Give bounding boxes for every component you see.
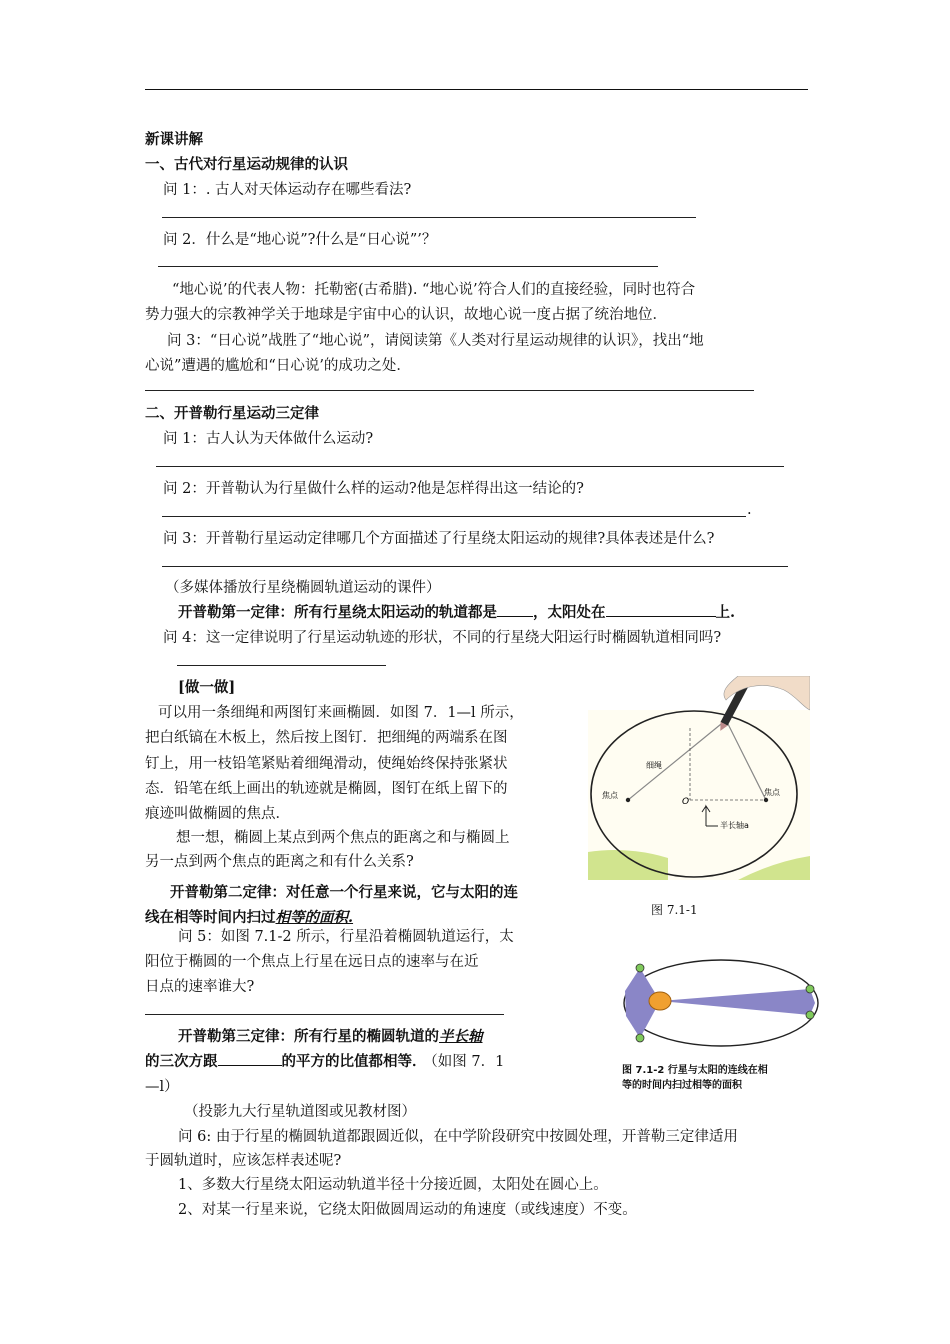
do-it-heading: [做一做]	[178, 679, 236, 696]
law1-text	[178, 601, 735, 622]
answer-blank[interactable]	[177, 665, 386, 666]
figure-7-1-1	[588, 676, 810, 880]
think-line-2: 另一点到两个焦点的距离之和有什么关系?	[145, 854, 414, 870]
part1-q1: 问 1：. 古人对天体运动存在哪些看法?	[163, 182, 412, 198]
answer-blank[interactable]	[158, 266, 658, 267]
law2-underlined: 相等的面积.	[275, 909, 354, 926]
law3-semi-major: 半长轴	[439, 1028, 483, 1045]
part2-q4: 问 4：这一定律说明了行星运动轨迹的形状，不同的行星绕大阳运行时椭圆轨道相同吗?	[163, 630, 722, 646]
law3-part-a: 开普勒第三定律：所有行星的椭圆轨道的	[178, 1028, 439, 1045]
answer-blank[interactable]	[145, 1014, 504, 1015]
do-line-4: 态．铅笔在纸上画出的轨迹就是椭圆，图钉在纸上留下的	[145, 781, 508, 797]
label-focus-right: 焦点	[764, 788, 780, 797]
part1-q3-line2: 心说”遭遇的尴尬和“日心说’的成功之处．	[145, 358, 411, 374]
answer-blank[interactable]	[156, 466, 784, 467]
law3-part-e: （如图 7．1	[430, 1054, 505, 1070]
figure-7-1-1-caption: 图 7.1-1	[651, 903, 698, 917]
part1-heading: 一、古代对行星运动规律的认识	[145, 156, 348, 173]
part1-q3-line1: 问 3：“日心说”战胜了“地心说”，请阅读第《人类对行星运动规律的认识》，找出“地	[167, 333, 704, 349]
law3-part-d: 的平方的比值都相等．	[281, 1053, 427, 1070]
caption-line-2: 等的时间内扫过相等的面积	[622, 1080, 742, 1091]
law2-part-a: 线在相等时间内扫过	[145, 909, 276, 926]
law3-line-2	[145, 1050, 504, 1071]
figure-7-1-2	[617, 955, 824, 1055]
answer-blank[interactable]	[162, 217, 696, 218]
part2-heading: 二、开普勒行星运动三定律	[145, 405, 319, 422]
do-line-2: 把白纸镐在木板上，然后按上图钉．把细绳的两端系在图	[145, 730, 508, 746]
multimedia-note: （多媒体播放行星绕椭圆轨道运动的课件）	[165, 580, 441, 596]
think-line-1: 想一想，椭圆上某点到两个焦点的距离之和与椭圆上	[176, 830, 510, 846]
point-2: 2、对某一行星来说，它绕太阳做圆周运动的角速度（或线速度）不变。	[178, 1202, 637, 1218]
law1-blank-2[interactable]	[606, 603, 716, 617]
answer-blank[interactable]	[162, 516, 746, 517]
law2-line-2	[145, 906, 353, 927]
part2-q1: 问 1：古人认为天体做什么运动?	[163, 431, 374, 447]
label-semi-major: 半长轴a	[720, 821, 749, 830]
part2-q2: 问 2：开普勒认为行星做什么样的运动?他是怎样得出这一结论的?	[163, 481, 584, 497]
law3-part-c: 的三次方跟	[145, 1053, 218, 1070]
law1-part-c: 上.	[715, 604, 736, 621]
part1-q2: 问 2．什么是“地心说”?什么是“日心说”’？	[163, 232, 437, 248]
do-line-5: 痕迹叫做椭圆的焦点．	[145, 806, 290, 822]
law1-blank-1[interactable]	[497, 603, 533, 617]
law3-line-3: —l）	[145, 1079, 179, 1095]
law3-blank[interactable]	[218, 1052, 282, 1066]
header-rule	[145, 89, 808, 90]
answer-blank[interactable]	[162, 566, 788, 567]
part2-q3: 问 3：开普勒行星运动定律哪几个方面描述了行星绕太阳运动的规律?具体表述是什么?	[163, 531, 715, 547]
part1-para-line1: “地心说’的代表人物：托勒密(古希腊). “地心说’符合人们的直接经验，同时也符合	[172, 282, 696, 298]
q6-line-1: 问 6: 由于行星的椭圆轨道都跟圆近似，在中学阶段研究中按圆处理，开普勒三定律适用	[178, 1129, 738, 1145]
do-line-3: 钉上，用一枝铅笔紧贴着细绳滑动，使绳始终保持张紧状	[145, 756, 508, 772]
label-center: O	[682, 797, 690, 807]
ellipse-drawing-illustration	[588, 676, 810, 880]
do-line-1: 可以用一条细绳和两图钉来画椭圆．如图 7．1—l 所示，	[158, 705, 524, 721]
part2-q2-end: .	[747, 502, 752, 518]
answer-blank[interactable]	[145, 390, 754, 391]
section-heading: 新课讲解	[145, 131, 203, 148]
law3-line-1	[178, 1025, 483, 1046]
projection-note: （投影九大行星轨道图或见教材图）	[184, 1104, 416, 1120]
point-1: 1、多数大行星绕太阳运动轨道半径十分接近圆，太阳处在圆心上。	[178, 1177, 608, 1193]
orbit-area-illustration	[617, 955, 824, 1055]
label-string: 细绳	[646, 761, 662, 770]
part1-para-line2: 势力强大的宗教神学关于地球是宇宙中心的认识，故地心说一度占据了统治地位．	[145, 307, 667, 323]
caption-line-1: 图 7.1-2 行星与太阳的连线在相	[622, 1065, 768, 1076]
q5-line-2: 阳位于椭圆的一个焦点上行星在远日点的速率与在近	[145, 954, 479, 970]
q5-line-1: 问 5：如图 7.1-2 所示，行星沿着椭圆轨道运行，太	[178, 929, 514, 945]
q5-line-3: 日点的速率谁大?	[145, 979, 255, 995]
q6-line-2: 于圆轨道时，应该怎样表述呢?	[145, 1153, 342, 1169]
law2-line-1: 开普勒第二定律：对任意一个行星来说，它与太阳的连	[170, 884, 518, 901]
figure-7-1-2-caption	[622, 1063, 822, 1093]
law1-part-a: 开普勒第一定律：所有行星绕太阳运动的轨道都是	[178, 604, 497, 621]
label-focus-left: 焦点	[602, 791, 618, 800]
law1-part-b: ，太阳处在	[533, 604, 606, 621]
